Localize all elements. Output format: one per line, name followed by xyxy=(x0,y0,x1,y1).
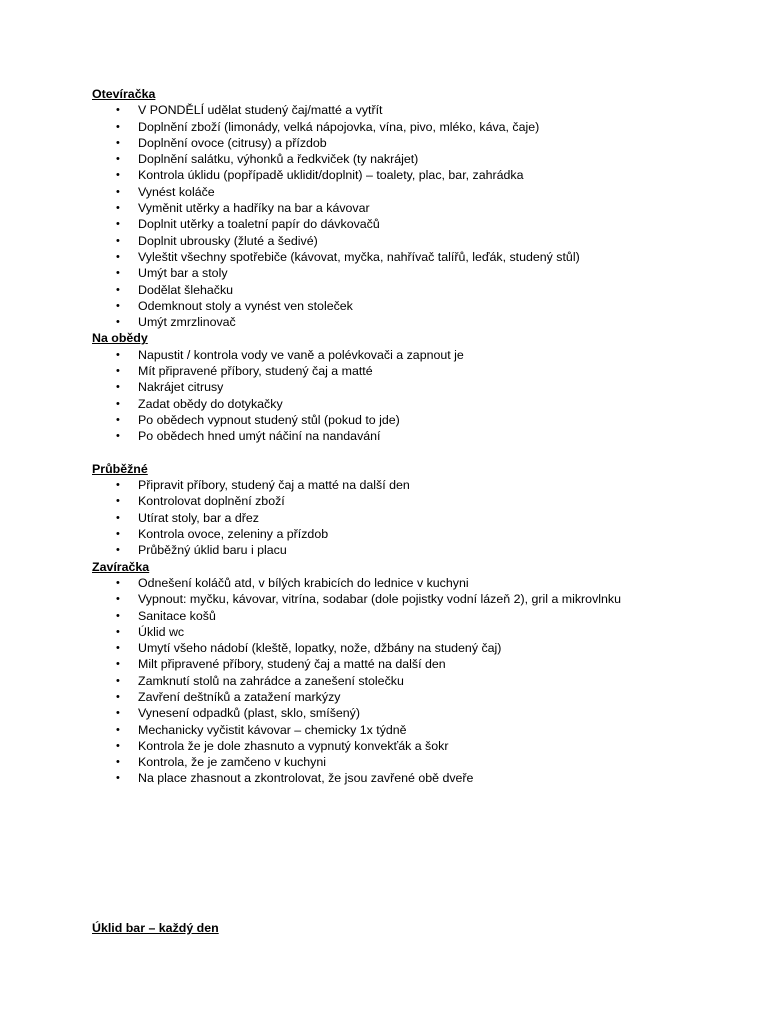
bullet-icon: • xyxy=(116,707,120,720)
list-item-text: Doplnění zboží (limonády, velká nápojovka, vína, pivo, mléko, káva, čaje) xyxy=(138,119,540,134)
list-item xyxy=(92,396,732,412)
bullet-icon: • xyxy=(116,576,120,589)
list-item xyxy=(92,412,732,428)
list-item-text: Doplnit ubrousky (žluté a šedivé) xyxy=(138,233,318,248)
bullet-icon: • xyxy=(116,723,120,736)
list-item-text: Na place zhasnout a zkontrolovat, že jsou zavřené obě dveře xyxy=(138,771,474,786)
checklist xyxy=(92,477,732,558)
bullet-icon: • xyxy=(116,495,120,508)
list-item xyxy=(92,102,732,118)
list-item xyxy=(92,673,732,689)
list-item-text: Kontrola že je dole zhasnuto a vypnutý konvekťák a šokr xyxy=(138,738,449,753)
section-heading: Otevíračka xyxy=(92,87,156,101)
list-item-text: Kontrola, že je zamčeno v kuchyni xyxy=(138,755,327,770)
list-item-text: Vyleštit všechny spotřebiče (kávovat, myčka, nahřívač talířů, leďák, studený stůl) xyxy=(138,249,580,264)
bullet-icon: • xyxy=(116,218,120,231)
document-content xyxy=(92,86,732,787)
list-item xyxy=(92,347,732,363)
list-item-text: Zadat obědy do dotykačky xyxy=(138,396,283,411)
section-heading: Zavíračka xyxy=(92,559,150,574)
list-item xyxy=(92,151,732,167)
list-item xyxy=(92,282,732,298)
blank-line xyxy=(92,445,732,461)
list-item-text: Mechanicky vyčistit kávovar – chemicky 1x týdně xyxy=(138,722,407,737)
bullet-icon: • xyxy=(116,593,120,606)
bullet-icon: • xyxy=(116,153,120,166)
list-item xyxy=(92,477,732,493)
bullet-icon: • xyxy=(116,202,120,215)
list-item xyxy=(92,689,732,705)
section-na-obedy xyxy=(92,330,732,444)
list-item-text: Umýt bar a stoly xyxy=(138,266,228,281)
bullet-icon: • xyxy=(116,511,120,524)
bullet-icon: • xyxy=(116,479,120,492)
list-item xyxy=(92,363,732,379)
list-item-text: Připravit příbory, studený čaj a matté na další den xyxy=(138,478,410,493)
list-item-text: Zamknutí stolů na zahrádce a zanešení stolečku xyxy=(138,673,404,688)
section-heading: Průběžné xyxy=(92,461,148,476)
bullet-icon: • xyxy=(116,316,120,329)
bullet-icon: • xyxy=(116,739,120,752)
list-item-text: Kontrola úklidu (popřípadě uklidit/doplnit) – toalety, plac, bar, zahrádka xyxy=(138,168,524,183)
list-item xyxy=(92,510,732,526)
list-item xyxy=(92,200,732,216)
list-item xyxy=(92,379,732,395)
list-item xyxy=(92,754,732,770)
list-item xyxy=(92,738,732,754)
list-item-text: Mít připravené příbory, studený čaj a matté xyxy=(138,364,373,379)
bullet-icon: • xyxy=(116,104,120,117)
list-item-text: Dodělat šlehačku xyxy=(138,282,234,297)
list-item xyxy=(92,705,732,721)
bullet-icon: • xyxy=(116,625,120,638)
bullet-icon: • xyxy=(116,544,120,557)
list-item xyxy=(92,591,732,607)
list-item-text: Průběžný úklid baru i placu xyxy=(138,543,287,558)
checklist xyxy=(92,347,732,445)
list-item-text: Doplnit utěrky a toaletní papír do dávkovačů xyxy=(138,217,380,232)
list-item xyxy=(92,314,732,330)
list-item xyxy=(92,608,732,624)
bullet-icon: • xyxy=(116,772,120,785)
section-zaviracka xyxy=(92,559,732,787)
list-item-text: Kontrola ovoce, zeleniny a přízdob xyxy=(138,527,329,542)
bullet-icon: • xyxy=(116,381,120,394)
list-item xyxy=(92,428,732,444)
bullet-icon: • xyxy=(116,397,120,410)
list-item-text: Vypnout: myčku, kávovar, vitrína, sodabar (dole pojistky vodní lázeň 2), gril a mikrovlnku xyxy=(138,592,621,607)
bullet-icon: • xyxy=(116,299,120,312)
list-item-text: Umýt zmrzlinovač xyxy=(138,315,236,330)
bullet-icon: • xyxy=(116,348,120,361)
list-item xyxy=(92,119,732,135)
list-item-text: Kontrolovat doplnění zboží xyxy=(138,494,285,509)
list-item-text: Vynesení odpadků (plast, sklo, smíšený) xyxy=(138,706,360,721)
list-item xyxy=(92,542,732,558)
list-item-text: Umytí všeho nádobí (kleště, lopatky, nože, džbány na studený čaj) xyxy=(138,641,502,656)
list-item-text: Sanitace košů xyxy=(138,608,216,623)
section-heading: Na obědy xyxy=(92,331,148,346)
list-item xyxy=(92,265,732,281)
section-prubezne xyxy=(92,461,732,559)
list-item-text: Napustit / kontrola vody ve vaně a polévkovači a zapnout je xyxy=(138,347,464,362)
section-oteviracka xyxy=(92,86,732,330)
list-item xyxy=(92,770,732,786)
list-item xyxy=(92,135,732,151)
list-item-text: Vyměnit utěrky a hadříky na bar a kávovar xyxy=(138,201,370,216)
list-item-text: V PONDĚLÍ udělat studený čaj/matté a vytřít xyxy=(138,103,383,118)
bullet-icon: • xyxy=(116,120,120,133)
list-item xyxy=(92,216,732,232)
bullet-icon: • xyxy=(116,283,120,296)
list-item-text: Milt připravené příbory, studený čaj a matté na další den xyxy=(138,657,446,672)
list-item xyxy=(92,493,732,509)
bullet-icon: • xyxy=(116,365,120,378)
bullet-icon: • xyxy=(116,136,120,149)
list-item-text: Po obědech hned umýt náčiní na nandavání xyxy=(138,429,381,444)
list-item-text: Odemknout stoly a vynést ven stoleček xyxy=(138,298,353,313)
list-item xyxy=(92,640,732,656)
bullet-icon: • xyxy=(116,642,120,655)
bullet-icon: • xyxy=(116,658,120,671)
checklist xyxy=(92,102,732,330)
bullet-icon: • xyxy=(116,169,120,182)
bullet-icon: • xyxy=(116,250,120,263)
list-item xyxy=(92,526,732,542)
bullet-icon: • xyxy=(116,609,120,622)
checklist xyxy=(92,575,732,787)
list-item xyxy=(92,167,732,183)
bullet-icon: • xyxy=(116,413,120,426)
list-item xyxy=(92,656,732,672)
list-item xyxy=(92,249,732,265)
list-item-text: Odnešení koláčů atd, v bílých krabicích do lednice v kuchyni xyxy=(138,575,469,590)
list-item xyxy=(92,233,732,249)
bullet-icon: • xyxy=(116,528,120,541)
list-item-text: Utírat stoly, bar a dřez xyxy=(138,510,259,525)
list-item xyxy=(92,624,732,640)
bullet-icon: • xyxy=(116,756,120,769)
list-item-text: Zavření deštníků a zatažení markýzy xyxy=(138,689,341,704)
list-item-text: Po obědech vypnout studený stůl (pokud to jde) xyxy=(138,412,400,427)
bullet-icon: • xyxy=(116,430,120,443)
list-item xyxy=(92,184,732,200)
bullet-icon: • xyxy=(116,690,120,703)
list-item-text: Nakrájet citrusy xyxy=(138,380,224,395)
list-item-text: Doplnění ovoce (citrusy) a přízdob xyxy=(138,135,327,150)
list-item xyxy=(92,575,732,591)
list-item xyxy=(92,722,732,738)
bullet-icon: • xyxy=(116,674,120,687)
list-item-text: Úklid wc xyxy=(138,624,185,639)
bullet-icon: • xyxy=(116,185,120,198)
list-item xyxy=(92,298,732,314)
bullet-icon: • xyxy=(116,267,120,280)
footer-section-heading: Úklid bar – každý den xyxy=(92,921,219,935)
bullet-icon: • xyxy=(116,234,120,247)
list-item-text: Vynést koláče xyxy=(138,184,215,199)
list-item-text: Doplnění salátku, výhonků a ředkviček (ty nakrájet) xyxy=(138,152,419,167)
